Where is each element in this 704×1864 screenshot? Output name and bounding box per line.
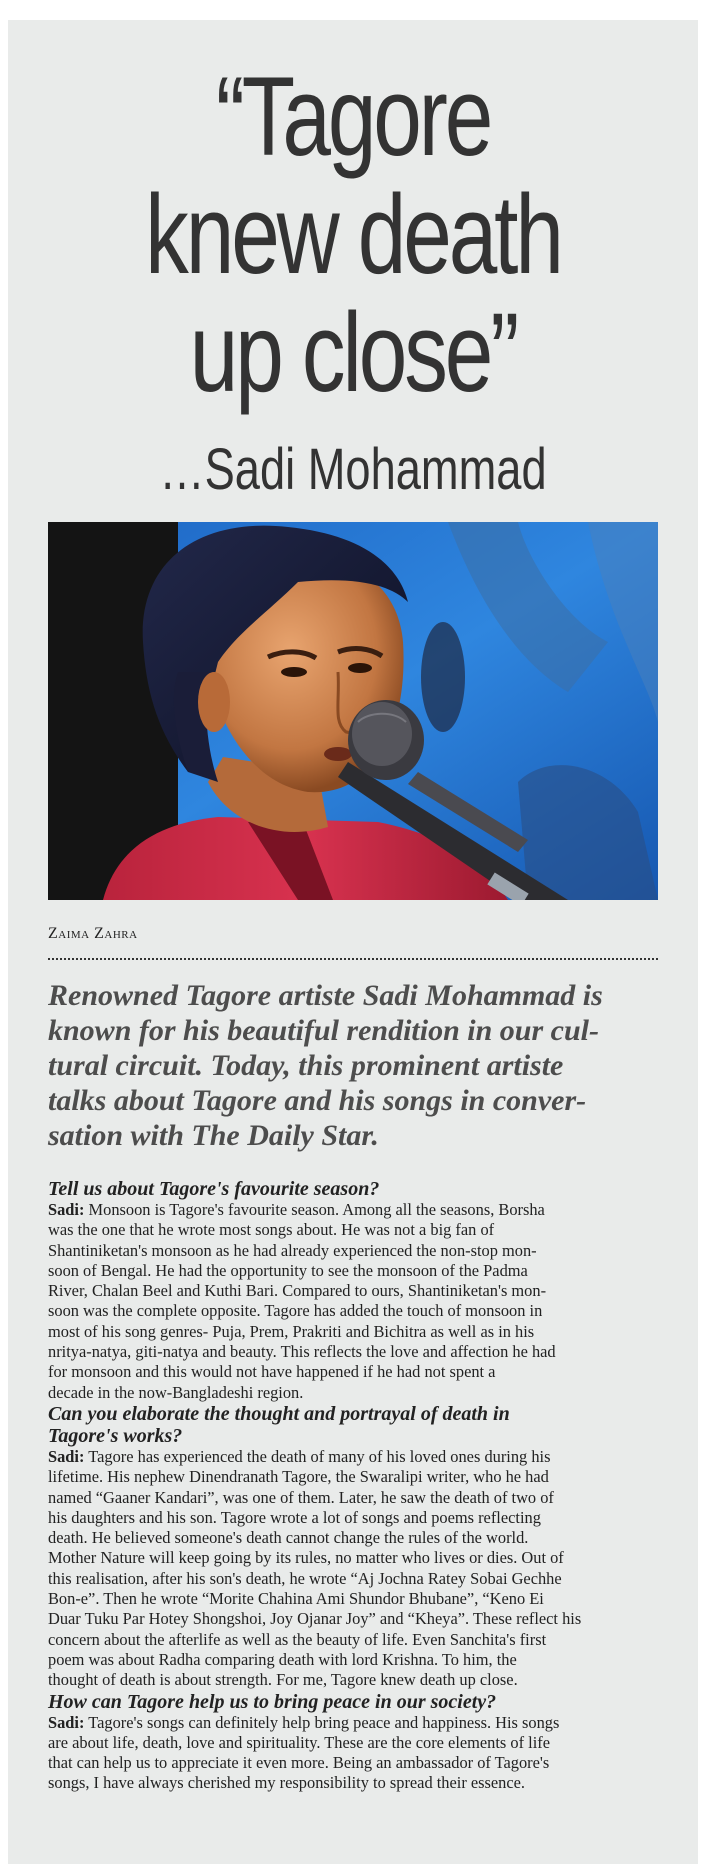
answer-line — [48, 1200, 660, 1220]
answer-line: nritya-natya, giti-natya and beauty. This reflects the love and affection he had — [48, 1342, 556, 1362]
answer-line: songs, I have always cherished my responsibility to spread their essence. — [48, 1773, 526, 1793]
intro-line: tural circuit. Today, this prominent artiste — [48, 1049, 564, 1082]
intro-line: Renowned Tagore artiste Sadi Mohammad is — [48, 979, 603, 1012]
answer-line: his daughters and his son. Tagore wrote a lot of songs and poems reflecting — [48, 1507, 541, 1527]
answer-line: thought of death is about strength. For me, Tagore knew death up close. — [48, 1670, 518, 1690]
question: How can Tagore help us to bring peace in our society? — [48, 1690, 497, 1713]
answer-line: soon was the complete opposite. Tagore has added the touch of monsoon in — [48, 1301, 543, 1321]
answer-line: for monsoon and this would not have happened if he had not spent a — [48, 1362, 496, 1382]
answer-line — [48, 1447, 660, 1467]
headline-byline: …Sadi Mohammad — [159, 437, 547, 502]
answer-line: was the one that he wrote most songs about. He was not a big fan of — [48, 1220, 495, 1240]
answer-line: decade in the now-Bangladeshi region. — [48, 1382, 304, 1402]
intro-line: talks about Tagore and his songs in conver- — [48, 1084, 587, 1117]
headline — [84, 54, 622, 415]
answer-line — [48, 1713, 660, 1733]
answer-line: Mother Nature will keep going by its rules, no matter who lives or dies. Out of — [48, 1548, 564, 1568]
question: Can you elaborate the thought and portrayal of death in — [48, 1402, 510, 1425]
article-photo — [48, 522, 658, 900]
question: Tell us about Tagore's favourite season? — [48, 1178, 380, 1200]
answer-line: lifetime. His nephew Dinendranath Tagore, the Swaralipi writer, who he had — [48, 1467, 549, 1487]
answer-line: Bon-e”. Then he wrote “Morite Chahina Ami Shundor Bhubane”, “Keno Ei — [48, 1589, 544, 1609]
answer-line: concern about the afterlife as well as the beauty of life. Even Sanchita's first — [48, 1629, 547, 1649]
article-page — [8, 20, 698, 1864]
speaker-label: Sadi: — [48, 1446, 85, 1466]
headline-line: up close” — [189, 290, 517, 415]
answer-text: Monsoon is Tagore's favourite season. Among all the seasons, Borsha — [84, 1200, 545, 1219]
headline-line: knew death — [145, 172, 561, 297]
intro-paragraph — [48, 978, 660, 1153]
qa-block — [48, 1178, 660, 1794]
intro-line: known for his beautiful rendition in our cul- — [48, 1014, 599, 1047]
answer-text: Tagore has experienced the death of many of his loved ones during his — [84, 1446, 551, 1466]
speaker-label: Sadi: — [48, 1200, 85, 1219]
dotted-divider — [48, 958, 658, 960]
answer-line: death. He believed someone's death cannot change the rules of the world. — [48, 1528, 529, 1548]
answer-line: named “Gaaner Kandari”, was one of them. Later, he saw the death of two of — [48, 1487, 554, 1507]
speaker-label: Sadi: — [48, 1712, 85, 1732]
intro-line: sation with The Daily Star. — [48, 1119, 379, 1152]
answer-line: Shantiniketan's monsoon as he had already experienced the non-stop mon- — [48, 1240, 537, 1260]
answer-line: this realisation, after his son's death, he wrote “Aj Jochna Ratey Sobai Gechhe — [48, 1568, 562, 1588]
answer-line: Duar Tuku Par Hotey Shongshoi, Joy Ojanar Joy” and “Kheya”. These reflect his — [48, 1609, 582, 1629]
answer-line: soon of Bengal. He had the opportunity to see the monsoon of the Padma — [48, 1260, 528, 1280]
author-credit: Zaima Zahra — [48, 925, 138, 942]
answer-line: River, Chalan Beel and Kuthi Bari. Compared to ours, Shantiniketan's mon- — [48, 1281, 547, 1301]
answer-text: Tagore's songs can definitely help bring peace and happiness. His songs — [84, 1712, 560, 1732]
headline-line: “Tagore — [215, 54, 491, 179]
answer-line: poem was about Radha comparing death with lord Krishna. To him, the — [48, 1649, 517, 1669]
answer-line: that can help us to appreciate it even more. Being an ambassador of Tagore's — [48, 1753, 550, 1773]
answer-line: are about life, death, love and spirituality. These are the core elements of life — [48, 1732, 550, 1752]
answer-line: most of his song genres- Puja, Prem, Prakriti and Bichitra as well as in his — [48, 1321, 535, 1341]
question: Tagore's works? — [48, 1424, 183, 1447]
